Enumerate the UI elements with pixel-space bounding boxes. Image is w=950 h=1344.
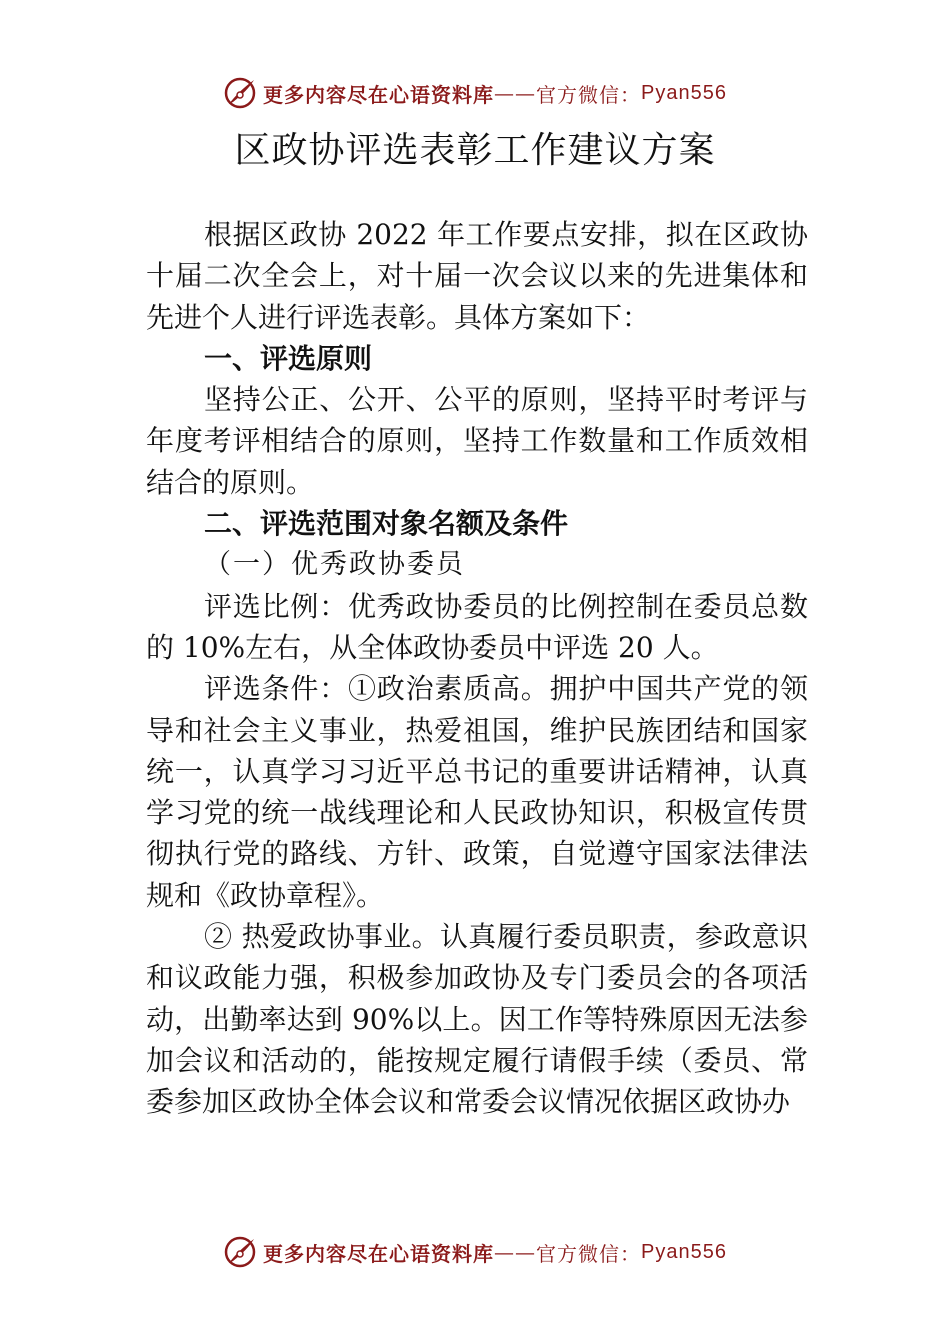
watermark-separator: —— <box>494 81 537 105</box>
watermark-prefix: 更多内容尽在心语资料库 <box>263 82 495 107</box>
section1-body: 坚持公正、公开、公平的原则，坚持平时考评与年度考评相结合的原则，坚持工作数量和工作质效相结合的原则。 <box>146 383 808 499</box>
quill-logo-icon <box>223 1235 257 1269</box>
watermark-wechat-id: Pyan556 <box>641 81 727 104</box>
section1-heading: 一、评选原则 <box>204 341 373 375</box>
header-watermark <box>0 73 950 113</box>
watermark-separator: —— <box>494 1240 537 1264</box>
intro-paragraph: 根据区政协 2022 年工作要点安排，拟在区政协十届二次全会上，对十届一次会议以来的先进集体和先进个人进行评选表彰。具体方案如下： <box>146 218 808 334</box>
section2-heading: 二、评选范围对象名额及条件 <box>204 507 569 541</box>
subsection1-heading: （一）优秀政协委员 <box>204 549 465 581</box>
watermark-label: 官方微信： <box>536 1241 642 1266</box>
watermark-prefix: 更多内容尽在心语资料库 <box>263 1241 495 1266</box>
footer-watermark <box>0 1232 950 1272</box>
document-body <box>146 214 808 1123</box>
condition2-paragraph: ② 热爱政协事业。认真履行委员职责，参政意识和议政能力强，积极参加政协及专门委员会的各项活动，出勤率达到 90%以上。因工作等特殊原因无法参加会议和活动的，能按规定履行请假手续（委员、常委参加区政协全体会议和常委会议情况依据区政协办 <box>146 920 808 1119</box>
ratio-paragraph: 评选比例：优秀政协委员的比例控制在委员总数的 10%左右，从全体政协委员中评选 20 人。 <box>146 589 808 664</box>
page-title: 区政协评选表彰工作建议方案 <box>234 130 716 171</box>
condition1-paragraph: 评选条件：①政治素质高。拥护中国共产党的领导和社会主义事业，热爱祖国，维护民族团结和国家统一，认真学习习近平总书记的重要讲话精神，认真学习党的统一战线理论和人民政协知识，积极宣传贯彻执行党的路线、方针、政策，自觉遵守国家法律法规和《政协章程》。 <box>146 672 808 912</box>
watermark-label: 官方微信： <box>536 82 642 107</box>
quill-logo-icon <box>223 76 257 110</box>
watermark-wechat-id: Pyan556 <box>641 1240 727 1263</box>
